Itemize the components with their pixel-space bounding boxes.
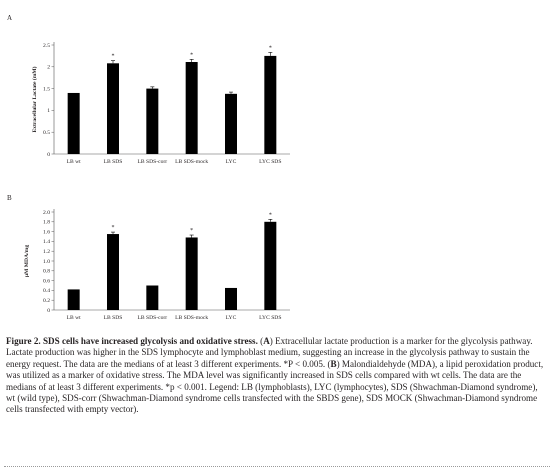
chart1-y-tick-label: 1.8 — [43, 219, 50, 226]
chart1-y-tick-label: 0.2 — [43, 298, 50, 304]
chart0-y-tick-label: 0 — [47, 151, 50, 158]
chart0-x-tick-label: LB SDS-corr — [137, 159, 168, 165]
chart1-bar — [225, 288, 237, 310]
chart0-y-tick-label: 2 — [47, 64, 50, 71]
chart0-bar — [264, 56, 276, 154]
chart1-bar — [186, 237, 198, 310]
chart1-y-tick-label: 2.0 — [43, 209, 50, 216]
chart1-y-axis-title: µM MDA/mg — [24, 244, 30, 278]
chart1-x-tick-label: LB SDS-mock — [175, 315, 209, 321]
chart1-x-tick-label: LB SDS-corr — [137, 315, 168, 321]
chart0-y-axis-title: Extracellular Lactate (mM) — [32, 66, 38, 133]
chart0-x-tick-label: LB SDS-mock — [175, 159, 209, 165]
caption-panel-a-ref: A — [263, 336, 270, 346]
panel-b — [0, 190, 554, 340]
chart1-y-tick-label: 1.4 — [43, 239, 50, 246]
chart0-y-tick-label: 0.5 — [43, 130, 50, 136]
dotted-divider — [4, 466, 550, 467]
chart0-significance-mark: * — [268, 45, 272, 52]
chart0-significance-mark: * — [190, 52, 194, 59]
chart0-bar — [186, 62, 198, 154]
chart1-y-tick-label: 0 — [47, 307, 50, 314]
chart1-y-tick-label: 0.6 — [43, 278, 50, 285]
caption-label: Figure 2. — [6, 336, 41, 346]
chart1-bar — [107, 234, 119, 310]
chart1-y-tick-label: 1.2 — [43, 249, 50, 255]
lactate-bar-chart — [0, 0, 554, 190]
chart0-x-tick-label: LYC — [225, 159, 237, 165]
chart1-bar — [68, 289, 80, 310]
caption-body-3: ) Malondialdehyde (MDA), a lipid peroxidation product, was utilized as a marker of oxidative stress. The MDA level was significantly increased in SDS cells compared with wt cells. The data are the medians of at least 3 different experiments. *p < 0.001. Legend: LB (lymphoblasts), LYC (lymphocytes), SDS (Shwachman-Diamond syndrome), wt (wild type), SDS-corr (Shwachman-Diamond syndrome cells transfected with the SBDS gene), SDS MOCK (Shwachman-Diamond syndrome cells transfected with empty vector). — [6, 358, 544, 415]
chart1-y-tick-label: 0.4 — [43, 288, 50, 295]
mda-bar-chart — [0, 190, 554, 340]
chart1-significance-mark: * — [111, 225, 115, 232]
chart1-y-tick-label: 1.6 — [43, 229, 50, 236]
chart1-y-tick-label: 0.8 — [43, 268, 50, 275]
chart0-x-tick-label: LB SDS — [103, 159, 123, 165]
chart0-x-tick-label: LYC SDS — [259, 159, 282, 165]
chart0-bar — [146, 89, 158, 154]
caption-panel-b-ref: B — [330, 358, 337, 369]
chart1-significance-mark: * — [268, 212, 272, 219]
chart0-y-tick-label: 1.5 — [43, 86, 50, 93]
chart0-y-tick-label: 2.5 — [43, 42, 50, 49]
chart1-bar — [264, 222, 276, 310]
chart0-y-tick-label: 1 — [47, 108, 50, 115]
chart1-bar — [146, 286, 158, 311]
caption-body-1: ( — [257, 336, 264, 346]
chart1-x-tick-label: LYC — [225, 315, 237, 321]
panel-b-letter: B — [7, 194, 12, 202]
chart0-x-tick-label: LB wt — [66, 159, 81, 165]
chart1-significance-mark: * — [190, 228, 194, 235]
chart1-x-tick-label: LB SDS — [103, 315, 123, 321]
chart0-bar — [225, 94, 237, 154]
panel-a-letter: A — [7, 14, 13, 22]
panel-a — [0, 0, 554, 190]
chart0-bar — [68, 93, 80, 154]
chart1-y-tick-label: 1.0 — [43, 258, 50, 265]
chart0-bar — [107, 63, 119, 154]
caption-body-2: ) Extracellular lactate production is a marker for the glycolysis pathway. Lactate production was higher in the SDS lymphocyte and lymphoblast medium, suggesting an increase in the glycolysis pathway to sustain the energy request. The data are the medians of at least 3 different experiments. *P < 0.005. ( — [6, 336, 533, 369]
chart1-x-tick-label: LB wt — [66, 315, 81, 321]
chart0-significance-mark: * — [111, 53, 115, 60]
caption-title: SDS cells have increased glycolysis and oxidative stress. — [42, 336, 258, 346]
figure-caption — [6, 336, 548, 416]
chart1-x-tick-label: LYC SDS — [259, 315, 282, 321]
